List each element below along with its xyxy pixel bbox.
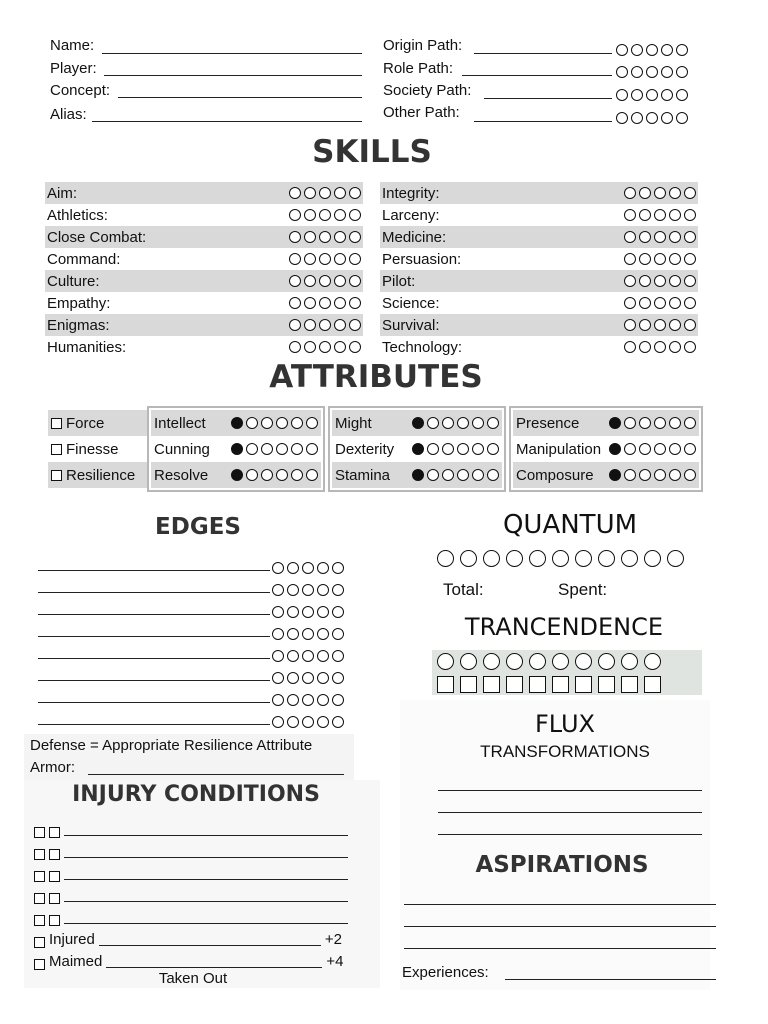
edge-field[interactable] — [38, 680, 270, 681]
skill-athletics: Athletics: — [45, 204, 363, 226]
injury-field[interactable] — [64, 857, 348, 858]
edges-title: EDGES — [155, 514, 241, 540]
attribute-group-social — [509, 406, 703, 492]
edge-dots[interactable] — [272, 606, 344, 618]
skill-medicine: Medicine: — [380, 226, 698, 248]
attribute-dots[interactable] — [609, 417, 696, 429]
injury-row — [34, 816, 354, 838]
skill-dots[interactable] — [624, 209, 696, 221]
experiences-label: Experiences: — [402, 964, 489, 981]
flux-title: FLUX — [535, 710, 595, 738]
attribute-dots[interactable] — [231, 417, 318, 429]
injury-checkbox[interactable] — [34, 915, 45, 926]
skill-dots[interactable] — [624, 319, 696, 331]
edge-field[interactable] — [38, 570, 270, 571]
name-field[interactable] — [102, 53, 362, 54]
edges-list — [38, 552, 354, 728]
edge-row — [38, 684, 354, 706]
skill-dots[interactable] — [289, 319, 361, 331]
skill-technology: Technology: — [380, 336, 698, 358]
edge-field[interactable] — [38, 592, 270, 593]
injured-checkbox[interactable] — [34, 937, 45, 948]
experiences-field[interactable] — [505, 979, 716, 980]
skill-humanities: Humanities: — [45, 336, 363, 358]
attributes-title: ATTRIBUTES — [269, 359, 483, 395]
attribute-intellect: Intellect — [151, 410, 321, 436]
injury-title: INJURY CONDITIONS — [72, 782, 320, 807]
society-path-label: Society Path: — [383, 82, 472, 99]
transformations-label: TRANSFORMATIONS — [480, 742, 650, 761]
skills-title: SKILLS — [312, 134, 432, 170]
edge-row — [38, 618, 354, 640]
attribute-stamina: Stamina — [332, 462, 502, 488]
attribute-dots[interactable] — [609, 469, 696, 481]
origin-path-dots[interactable] — [616, 44, 688, 56]
edge-field[interactable] — [38, 614, 270, 615]
other-path-label: Other Path: — [383, 104, 460, 121]
approach-resilience: Resilience — [48, 462, 148, 488]
attribute-composure: Composure — [513, 462, 699, 488]
attribute-dots[interactable] — [412, 469, 499, 481]
concept-field[interactable] — [118, 97, 362, 98]
quantum-title: QUANTUM — [502, 510, 638, 540]
skill-dots[interactable] — [289, 209, 361, 221]
aspiration-field[interactable] — [404, 948, 716, 949]
injury-checkbox[interactable] — [34, 871, 45, 882]
injured-field[interactable] — [99, 945, 321, 946]
transformation-field[interactable] — [438, 790, 702, 791]
injury-checkbox[interactable] — [49, 849, 60, 860]
approaches-column — [48, 410, 148, 488]
attribute-might: Might — [332, 410, 502, 436]
attribute-resolve: Resolve — [151, 462, 321, 488]
trancendence-dots[interactable] — [437, 653, 661, 670]
other-path-dots[interactable] — [616, 112, 688, 124]
aspiration-field[interactable] — [404, 926, 716, 927]
edge-dots[interactable] — [272, 584, 344, 596]
injury-row — [34, 838, 354, 860]
edge-field[interactable] — [38, 636, 270, 637]
origin-path-field[interactable] — [474, 53, 612, 54]
approach-checkbox[interactable] — [51, 418, 62, 429]
quantum-spent-label: Spent: — [558, 580, 608, 599]
skill-science: Science: — [380, 292, 698, 314]
taken-out-label: Taken Out — [158, 970, 228, 987]
skill-dots[interactable] — [289, 297, 361, 309]
edge-row — [38, 552, 354, 574]
name-label: Name: — [50, 37, 95, 54]
attribute-dexterity: Dexterity — [332, 436, 502, 462]
injury-checkbox[interactable] — [49, 827, 60, 838]
injury-checkbox[interactable] — [34, 827, 45, 838]
role-path-field[interactable] — [462, 75, 612, 76]
skill-survival: Survival: — [380, 314, 698, 336]
injury-checkbox[interactable] — [49, 871, 60, 882]
maimed-checkbox[interactable] — [34, 959, 45, 970]
edge-row — [38, 640, 354, 662]
edge-dots[interactable] — [272, 694, 344, 706]
skill-dots[interactable] — [289, 253, 361, 265]
aspirations-title: ASPIRATIONS — [475, 852, 649, 878]
defense-text: Defense = Appropriate Resilience Attribute — [30, 737, 313, 754]
attribute-dots[interactable] — [412, 443, 499, 455]
skill-dots[interactable] — [289, 275, 361, 287]
attribute-manipulation: Manipulation — [513, 436, 699, 462]
trancendence-title: TRANCENDENCE — [464, 613, 664, 641]
skill-dots[interactable] — [624, 231, 696, 243]
society-path-field[interactable] — [484, 98, 612, 99]
approach-finesse: Finesse — [48, 436, 148, 462]
role-path-label: Role Path: — [383, 60, 454, 77]
player-label: Player: — [50, 60, 97, 77]
skill-aim: Aim: — [45, 182, 363, 204]
injury-row — [34, 882, 354, 904]
edge-dots[interactable] — [272, 716, 344, 728]
alias-label: Alias: — [50, 106, 87, 123]
skill-dots[interactable] — [289, 341, 361, 353]
edge-dots[interactable] — [272, 628, 344, 640]
skill-dots[interactable] — [289, 231, 361, 243]
armor-label: Armor: — [30, 759, 75, 776]
injury-field[interactable] — [64, 901, 348, 902]
edge-field[interactable] — [38, 702, 270, 703]
approach-checkbox[interactable] — [51, 470, 62, 481]
injury-field[interactable] — [64, 923, 348, 924]
attribute-group-mental — [147, 406, 325, 492]
attribute-dots[interactable] — [231, 443, 318, 455]
approach-checkbox[interactable] — [51, 444, 62, 455]
transformation-field[interactable] — [438, 834, 702, 835]
skill-dots[interactable] — [624, 297, 696, 309]
armor-field[interactable] — [88, 774, 344, 775]
approach-force: Force — [48, 410, 148, 436]
attribute-cunning: Cunning — [151, 436, 321, 462]
injured-row: Injured +2 — [34, 926, 354, 948]
attribute-group-physical — [328, 406, 506, 492]
skill-culture: Culture: — [45, 270, 363, 292]
edge-row — [38, 596, 354, 618]
skill-integrity: Integrity: — [380, 182, 698, 204]
other-path-field[interactable] — [474, 121, 612, 122]
maimed-row: Maimed +4 — [34, 948, 354, 970]
society-path-dots[interactable] — [616, 89, 688, 101]
player-field[interactable] — [104, 75, 362, 76]
attribute-dots[interactable] — [609, 443, 696, 455]
skill-empathy: Empathy: — [45, 292, 363, 314]
attribute-dots[interactable] — [412, 417, 499, 429]
edge-field[interactable] — [38, 658, 270, 659]
attribute-dots[interactable] — [231, 469, 318, 481]
alias-field[interactable] — [92, 121, 362, 122]
injury-row — [34, 860, 354, 882]
injury-row — [34, 904, 354, 926]
origin-path-label: Origin Path: — [383, 37, 463, 54]
skill-dots[interactable] — [624, 187, 696, 199]
injury-checkbox[interactable] — [34, 849, 45, 860]
maimed-field[interactable] — [106, 967, 322, 968]
role-path-dots[interactable] — [616, 66, 688, 78]
edge-row — [38, 706, 354, 728]
quantum-total-label: Total: — [443, 580, 484, 599]
aspiration-field[interactable] — [404, 904, 716, 905]
skill-enigmas: Enigmas: — [45, 314, 363, 336]
edge-dots[interactable] — [272, 650, 344, 662]
skill-close-combat: Close Combat: — [45, 226, 363, 248]
injury-field[interactable] — [64, 835, 348, 836]
injury-checkbox[interactable] — [49, 915, 60, 926]
injury-checkbox[interactable] — [49, 893, 60, 904]
skill-command: Command: — [45, 248, 363, 270]
skill-dots[interactable] — [624, 275, 696, 287]
edge-field[interactable] — [38, 724, 270, 725]
edge-dots[interactable] — [272, 672, 344, 684]
skill-persuasion: Persuasion: — [380, 248, 698, 270]
trancendence-boxes[interactable] — [437, 676, 661, 693]
edge-row — [38, 574, 354, 596]
attribute-presence: Presence — [513, 410, 699, 436]
edge-dots[interactable] — [272, 562, 344, 574]
injury-list — [34, 816, 354, 970]
transformation-field[interactable] — [438, 812, 702, 813]
edge-row — [38, 662, 354, 684]
skill-pilot: Pilot: — [380, 270, 698, 292]
concept-label: Concept: — [50, 82, 111, 99]
skill-larceny: Larceny: — [380, 204, 698, 226]
skill-dots[interactable] — [624, 341, 696, 353]
skill-dots[interactable] — [289, 187, 361, 199]
injury-checkbox[interactable] — [34, 893, 45, 904]
quantum-dots[interactable] — [437, 550, 684, 567]
skill-dots[interactable] — [624, 253, 696, 265]
injury-field[interactable] — [64, 879, 348, 880]
